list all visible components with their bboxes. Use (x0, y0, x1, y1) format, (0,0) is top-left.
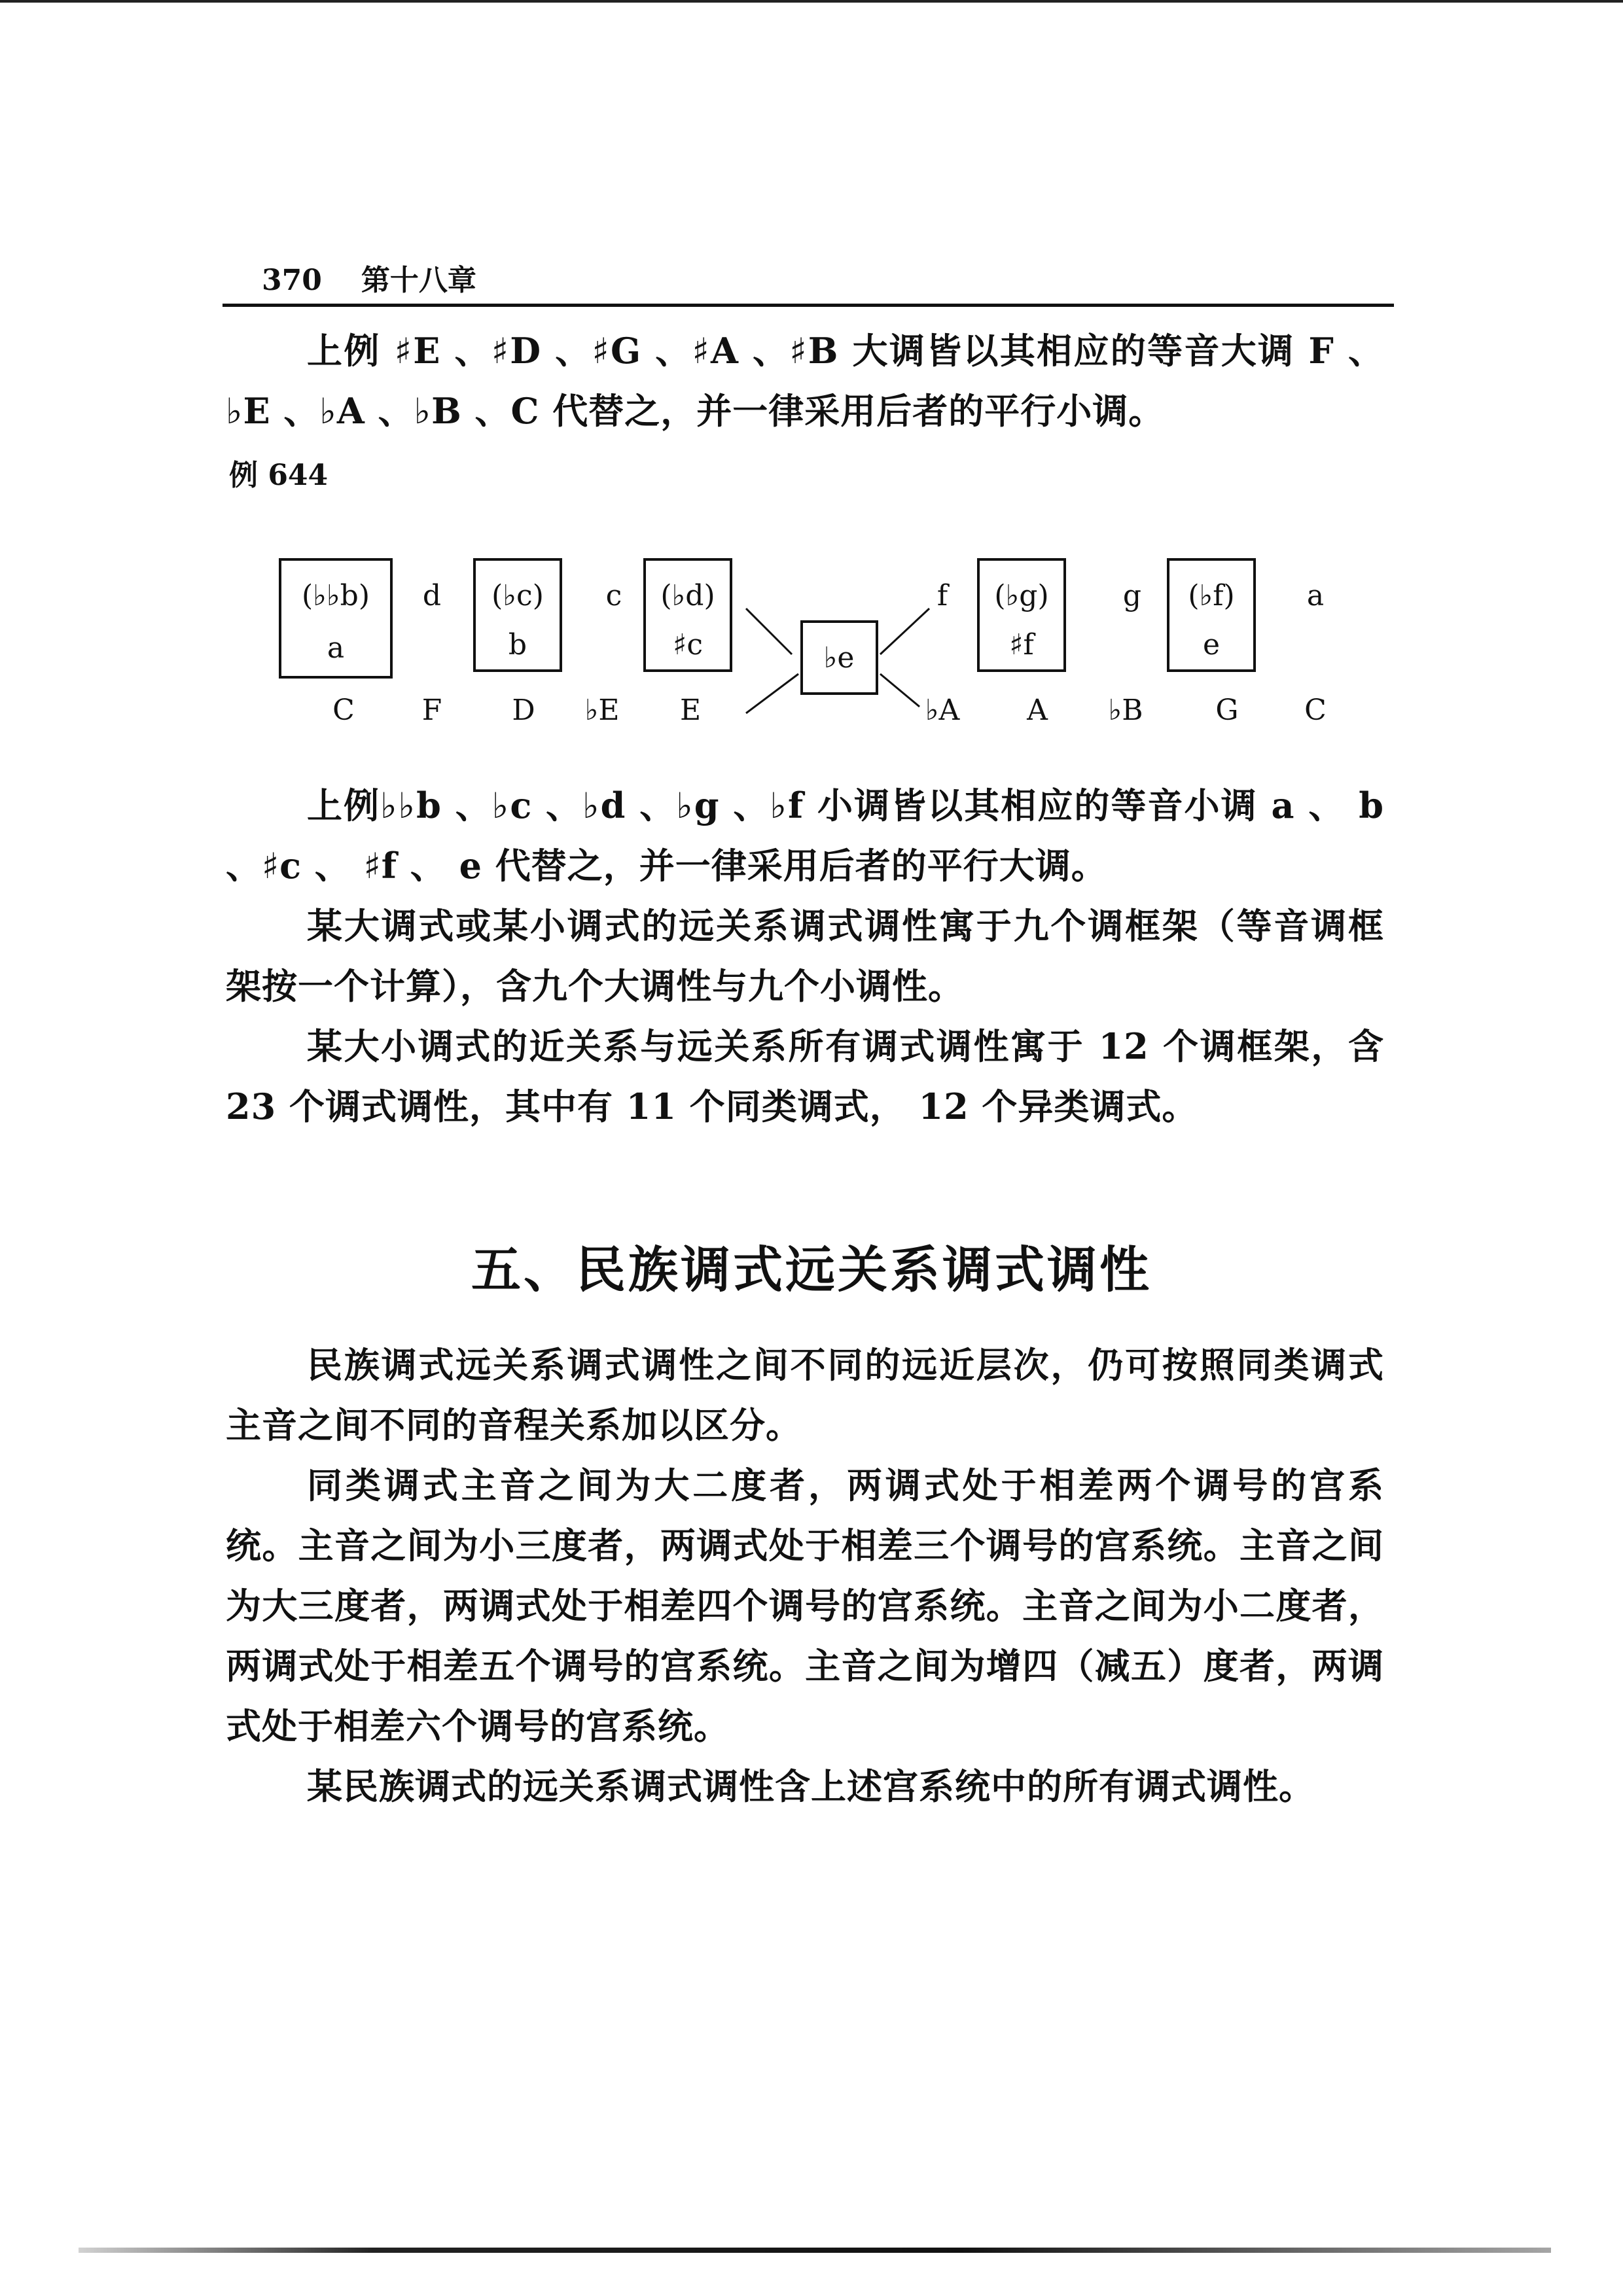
lower-letter: ♭B (1108, 694, 1143, 727)
bottom-text (226, 1335, 1384, 1816)
paragraph: 某大调式或某小调式的远关系调式调性寓于九个调框架（等音调框架按一个计算），含九个大调性与九个小调性。 (226, 905, 1384, 1007)
key-frame-diagram (275, 540, 1348, 743)
key-box-bottom: ♯f (1009, 628, 1034, 662)
page-number: 370 (262, 264, 322, 297)
paragraph: 某民族调式的远关系调式调性含上述宫系统中的所有调式调性。 (307, 1765, 1315, 1807)
connector-line (746, 674, 798, 713)
key-box-bottom: b (508, 628, 527, 662)
key-box-top: (♭g) (994, 579, 1049, 612)
upper-letter: d (422, 579, 442, 612)
lower-letter: ♭A (925, 694, 960, 727)
top-text (226, 321, 1384, 441)
paragraph: 同类调式主音之间为大二度者，两调式处于相差两个调号的宫系统。主音之间为小三度者，两调式处于相差三个调号的宫系统。主音之间为大三度者，两调式处于相差四个调号的宫系统。主音之间为小二度者，两调式处于相差五个调号的宫系统。主音之间为增四（减五）度者，两调式处于相差六个调号的宫系统。 (226, 1464, 1384, 1747)
example-label: 例 644 (229, 459, 329, 492)
paragraph: 上例 ♯E 、♯D 、♯G 、♯A 、♯B 大调皆以其相应的等音大调 F 、♭E 、♭A 、♭B 、C 代替之，并一律采用后者的平行小调。 (226, 330, 1384, 432)
upper-letter: f (936, 579, 948, 612)
connector-line (746, 609, 792, 654)
key-box-top: (♭c) (491, 579, 544, 612)
bottom-rule (79, 2248, 1551, 2253)
paragraph: 某大小调式的近关系与远关系所有调式调性寓于 12 个调框架，含 23 个调式调性，其中有 11 个同类调式， 12 个异类调式。 (226, 1025, 1384, 1127)
middle-text (226, 775, 1384, 1137)
key-box-bottom: a (327, 631, 345, 665)
lower-letter: D (512, 694, 535, 727)
page-header (262, 256, 476, 298)
connector-line (880, 674, 919, 707)
key-box-top: (♭f) (1188, 579, 1235, 612)
lower-letter: E (679, 694, 702, 727)
top-border (0, 0, 1623, 3)
upper-letter: g (1122, 579, 1142, 612)
section-title: 五、民族调式远关系调式调性 (471, 1241, 1152, 1299)
upper-letter: c (605, 579, 622, 612)
header-rule (223, 304, 1394, 307)
paragraph: 民族调式远关系调式调性之间不同的远近层次，仍可按照同类调式主音之间不同的音程关系加以区分。 (226, 1344, 1384, 1446)
lower-letter: F (421, 694, 442, 727)
key-box-bottom: ♯c (673, 628, 703, 662)
key-box-top: (♭♭b) (301, 579, 370, 612)
key-box-bottom: e (1202, 628, 1221, 662)
key-box-top: (♭d) (660, 579, 715, 612)
connector-line (880, 609, 929, 654)
lower-letter: C (1304, 694, 1327, 727)
upper-letter: a (1306, 579, 1325, 612)
lower-letter: G (1215, 694, 1239, 727)
paragraph: 上例♭♭b 、♭c 、♭d 、♭g 、♭f 小调皆以其相应的等音小调 a 、 b 、♯c 、 ♯f 、 e 代替之，并一律采用后者的平行大调。 (226, 785, 1384, 887)
lower-letter: C (332, 694, 355, 727)
lower-letter: ♭E (584, 694, 620, 727)
chapter-title: 第十八章 (361, 264, 476, 297)
lower-letter: A (1027, 694, 1048, 727)
key-box-top: ♭e (823, 641, 855, 675)
